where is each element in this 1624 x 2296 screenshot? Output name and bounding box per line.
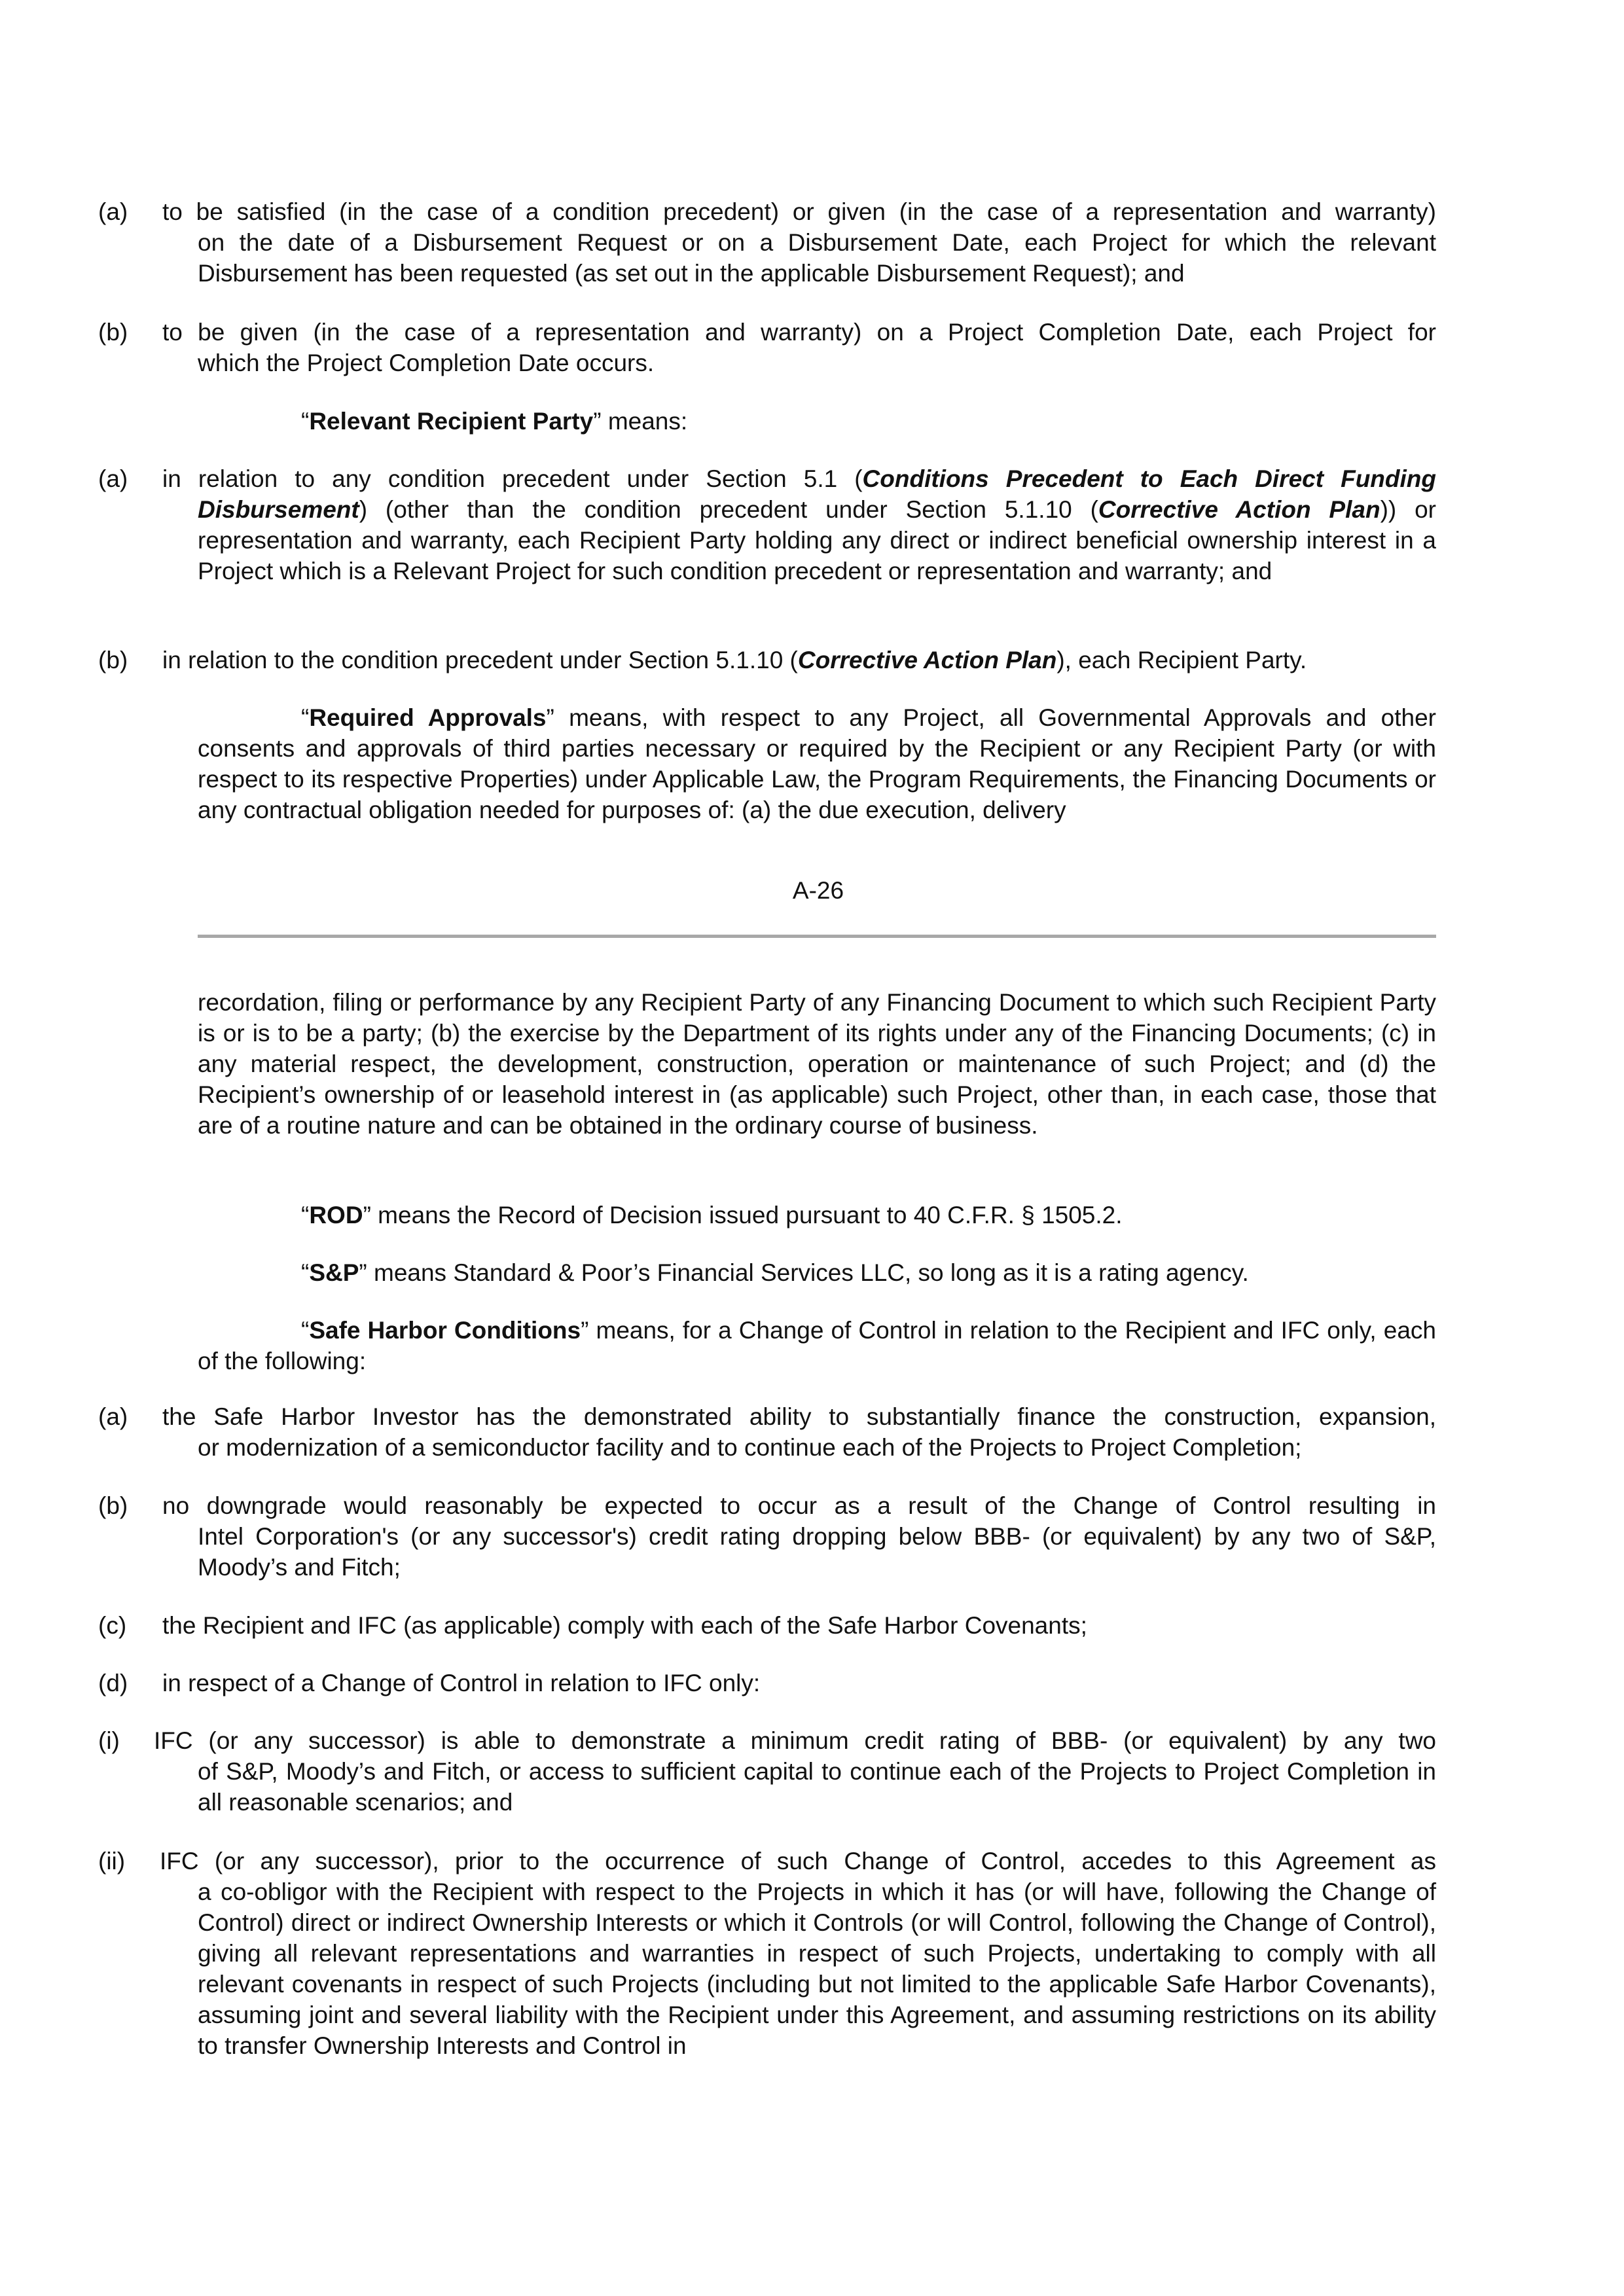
item-first-line: no downgrade would reasonably be expected to occur as a result of the Change of Control resulting in <box>162 1492 1436 1519</box>
continuation-paragraph: recordation, filing or performance by any Recipient Party of any Financing Document to which such Recipient Party is or is to be a party; (b) the exercise by the Department of its rights under any of the Financing Documents; (c) in any material respect, the development, construction, operation or maintenance of such Project; and (d) the Recipient’s ownership of or leasehold interest in (as applicable) such Project, other than, in each case, those that are of a routine nature and can be obtained in the ordinary course of business. <box>198 989 1436 1139</box>
item-number: (d) <box>98 1670 128 1696</box>
page-number: A-26 <box>792 877 844 904</box>
list-item <box>98 1610 1436 1641</box>
definition-relevant-recipient-party: “Relevant Recipient Party” means: <box>301 408 688 435</box>
definition-rod: “ROD” means the Record of Decision issued pursuant to 40 C.F.R. § 1505.2. <box>301 1202 1123 1229</box>
item-continuation: which the Project Completion Date occurs. <box>198 350 655 376</box>
item-continuation: on the date of a Disbursement Request or on a Disbursement Date, each Project for which the relevant Disbursement has been requested (as set out in the applicable Disbursement Request); and <box>198 229 1436 287</box>
item-first-line: to be satisfied (in the case of a condition precedent) or given (in the case of a representation and warranty) <box>162 198 1436 225</box>
item-continuation: of S&P, Moody’s and Fitch, or access to sufficient capital to continue each of the Projects to Project Completion in all reasonable scenarios; and <box>198 1758 1436 1816</box>
item-number: (b) <box>98 319 128 346</box>
item-text: in relation to the condition precedent under Section 5.1.10 (Corrective Action Plan), each Recipient Party. <box>162 647 1307 673</box>
list-item <box>98 1846 1436 2061</box>
item-first-line: the Safe Harbor Investor has the demonstrated ability to substantially finance the construction, expansion, <box>162 1403 1436 1430</box>
list-item <box>98 1725 1436 1818</box>
item-number: (ii) <box>98 1848 126 1874</box>
item-number: (c) <box>98 1612 127 1639</box>
item-first-line: IFC (or any successor) is able to demonstrate a minimum credit rating of BBB- (or equivalent) by any two <box>154 1727 1436 1754</box>
definition-sp: “S&P” means Standard & Poor’s Financial Services LLC, so long as it is a rating agency. <box>301 1259 1249 1286</box>
item-number: (a) <box>98 198 128 225</box>
item-number: (i) <box>98 1727 120 1754</box>
item-first-line: the Recipient and IFC (as applicable) comply with each of the Safe Harbor Covenants; <box>162 1612 1087 1639</box>
list-item <box>98 1490 1436 1583</box>
item-continuation: a co-obligor with the Recipient with respect to the Projects in which it has (or will have, following the Change of Control) direct or indirect Ownership Interests or which it Controls (or will Control, following the Change of Control), giving all relevant representations and warranties in respect of such Projects, undertaking to comply with all relevant covenants in respect of such Projects (including but not limited to the applicable Safe Harbor Covenants), assuming joint and several liability with the Recipient under this Agreement, and assuming restrictions on its ability to transfer Ownership Interests and Control in <box>198 1878 1436 2059</box>
item-continuation: or modernization of a semiconductor facility and to continue each of the Projects to Project Completion; <box>198 1434 1302 1461</box>
item-number: (a) <box>98 465 128 492</box>
definition-safe-harbor-conditions: “Safe Harbor Conditions” means, for a Change of Control in relation to the Recipient and IFC only, each of the following: <box>198 1317 1436 1374</box>
item-number: (b) <box>98 1492 128 1519</box>
defined-term: S&P <box>309 1259 359 1286</box>
item-continuation: Intel Corporation's (or any successor's) credit rating dropping below BBB- (or equivalent) by any two of S&P, Moody’s and Fitch; <box>198 1523 1436 1581</box>
item-number: (a) <box>98 1403 128 1430</box>
defined-term: Relevant Recipient Party <box>309 408 594 435</box>
list-item <box>98 645 1436 675</box>
defined-term: ROD <box>309 1202 363 1229</box>
definition-required-approvals: “Required Approvals” means, with respect to any Project, all Governmental Approvals and other consents and approvals of third parties necessary or required by the Recipient or any Recipient Party (or with respect to its respective Properties) under Applicable Law, the Program Requirements, the Financing Documents or any contractual obligation needed for purposes of: (a) the due execution, delivery <box>198 704 1437 823</box>
list-item <box>98 196 1436 289</box>
item-first-line: in respect of a Change of Control in relation to IFC only: <box>162 1670 761 1696</box>
list-item <box>98 463 1436 586</box>
item-first-line: to be given (in the case of a representation and warranty) on a Project Completion Date, each Project for <box>162 319 1436 346</box>
defined-term: Safe Harbor Conditions <box>309 1317 581 1344</box>
item-text: in relation to any condition precedent under Section 5.1 (Conditions Precedent to Each Direct Funding Disbursement) (other than the condition precedent under Section 5.1.10 (Corrective Action Plan)) or representation and warranty, each Recipient Party holding any direct or indirect beneficial ownership interest in a Project which is a Relevant Project for such condition precedent or representation and warranty; and <box>162 465 1436 584</box>
item-first-line: IFC (or any successor), prior to the occurrence of such Change of Control, accedes to this Agreement as <box>160 1848 1436 1874</box>
page-divider <box>198 935 1436 938</box>
list-item <box>98 1401 1436 1463</box>
defined-term: Required Approvals <box>309 704 547 731</box>
item-number: (b) <box>98 647 128 673</box>
list-item <box>98 317 1436 378</box>
list-item <box>98 1668 1436 1698</box>
